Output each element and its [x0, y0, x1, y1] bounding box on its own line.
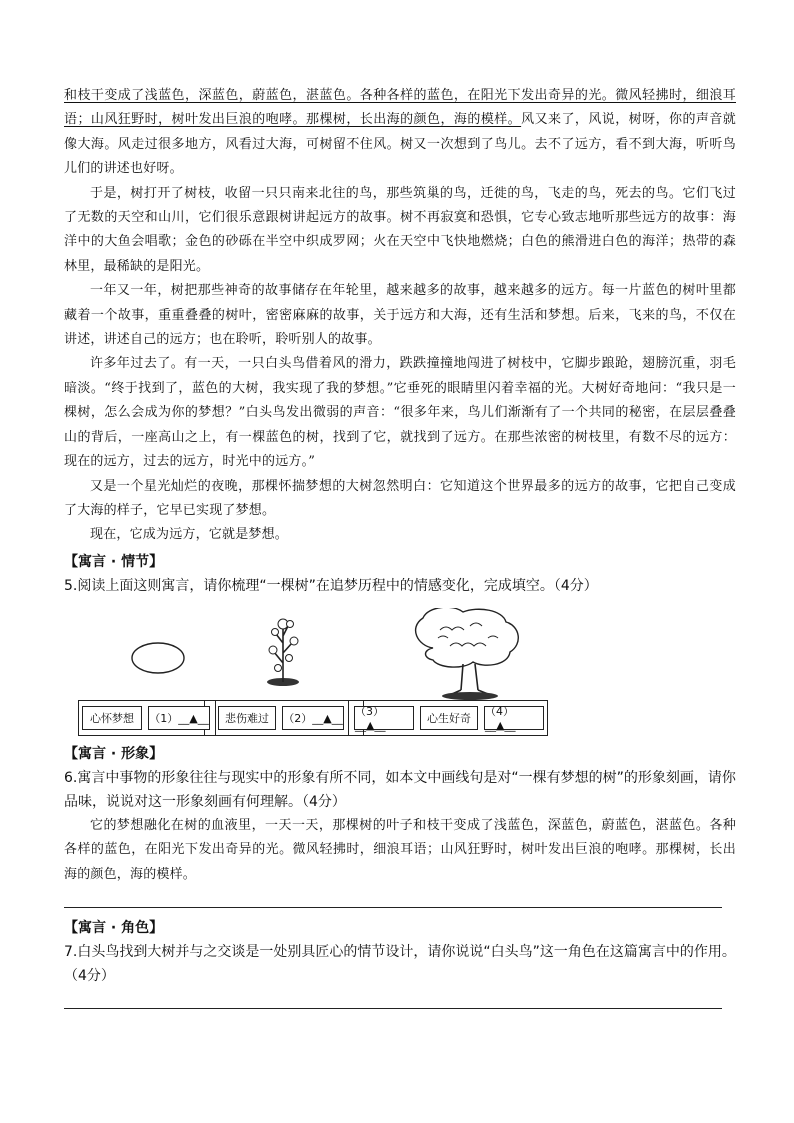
box-blank-3[interactable]: （3）__▲__ [354, 706, 414, 730]
paragraph-1-rest: 风又来了，风说，树呀，你的声音就像大海。风走过很多地方，风看过大海，可树留不住风。树又一次想到了鸟儿。去不了远方，看不到大海，听听鸟儿们的讲述也好呀。 [64, 112, 736, 177]
box-curious: 心生好奇 [420, 706, 478, 730]
passage-paragraph-4: 许多年过去了。有一天，一只白头鸟借着风的滑力，跌跌撞撞地闯进了树枝中，它脚步踉跄，翅膀沉重，羽毛暗淡。“终于找到了，蓝色的大树，我实现了我的梦想。”它垂死的眼睛里闪着幸福的光。大树好奇地问：“我只是一棵树，怎么会成为你的梦想？”白头鸟发出微弱的声音：“很多年来，鸟儿们渐渐有了一个共同的秘密，在层层叠叠山的背后，一座高山之上，有一棵蓝色的树，找到了它，就找到了远方。在那些浓密的树枝里，有数不尽的远方：现在的远方，过去的远方，时光中的远方。” [64, 356, 736, 470]
box-sad: 悲伤难过 [218, 706, 276, 730]
box-blank-2[interactable]: （2）__▲__ [282, 706, 344, 730]
exam-page [64, 84, 736, 1009]
sapling-icon [267, 619, 299, 686]
box-blank-4[interactable]: （4）__▲__ [484, 706, 544, 730]
section-role-heading: 【寓言 · 角色】 [64, 919, 164, 936]
emotion-flow-diagram [78, 608, 548, 738]
passage-paragraph-1 [64, 84, 736, 182]
passage-paragraph-2: 于是，树打开了树枝，收留一只只南来北往的鸟，那些筑巢的鸟，迁徙的鸟，飞走的鸟，死去的鸟。它们飞过了无数的天空和山川，它们很乐意跟树讲起远方的故事。树不再寂寞和恐惧，它专心致志地听那些远方的故事：海洋中的大鱼会唱歌；金色的砂砾在半空中织成罗网；火在天空中飞快地燃烧；白色的熊滑进白色的海洋；热带的森林里，最稀缺的是阳光。 [64, 185, 736, 274]
answer-line-7[interactable] [64, 1008, 722, 1009]
passage-paragraph-3: 一年又一年，树把那些神奇的故事储存在年轮里，越来越多的故事，越来越多的远方。每一片蓝色的树叶里都藏着一个故事，重重叠叠的树叶，密密麻麻的故事，关于远方和大海，还有生活和梦想。后来，飞来的鸟，不仅在讲述，讲述自己的远方；也在聆听，聆听别人的故事。 [64, 283, 736, 348]
box-dream: 心怀梦想 [82, 706, 142, 730]
question-6: 6.寓言中事物的形象往往与现实中的形象有所不同，如本文中画线句是对“一棵有梦想的树”的形象刻画，请你品味，说说对这一形象刻画有何理解。（4分） [64, 769, 736, 810]
box-blank-1[interactable]: （1）__▲__ [148, 706, 210, 730]
growth-illustration [78, 608, 548, 708]
passage-paragraph-5: 又是一个星光灿烂的夜晚，那棵怀揣梦想的大树忽然明白：它知道这个世界最多的远方的故事，它把自己变成了大海的样子，它早已实现了梦想。 [64, 478, 736, 518]
seed-icon [132, 643, 184, 673]
question-7: 7.白头鸟找到大树并与之交谈是一处别具匠心的情节设计，请你说说“白头鸟”这一角色在这篇寓言中的作用。（4分） [64, 943, 736, 984]
big-tree-icon [416, 608, 519, 700]
section-image-heading: 【寓言 · 形象】 [64, 745, 164, 762]
underlined-sentence: 和枝干变成了浅蓝色，深蓝色，蔚蓝色，湛蓝色。各种各样的蓝色，在阳光下发出奇异的光。微风轻拂时，细浪耳语；山风狂野时，树叶发出巨浪的咆哮。那棵树，长出海的颜色，海的模样。 [64, 88, 736, 128]
question-5: 5.阅读上面这则寓言，请你梳理“一棵树”在追梦历程中的情感变化，完成填空。（4分） [64, 577, 598, 594]
question-6-quote: 它的梦想融化在树的血液里，一天一天，那棵树的叶子和枝干变成了浅蓝色，深蓝色，蔚蓝色，湛蓝色。各种各样的蓝色，在阳光下发出奇异的光。微风轻拂时，细浪耳语；山风狂野时，树叶发出巨浪的咆哮。那棵树，长出海的颜色，海的模样。 [64, 817, 736, 882]
passage-paragraph-6: 现在，它成为远方，它就是梦想。 [90, 527, 289, 543]
section-plot-heading: 【寓言 · 情节】 [64, 553, 164, 570]
